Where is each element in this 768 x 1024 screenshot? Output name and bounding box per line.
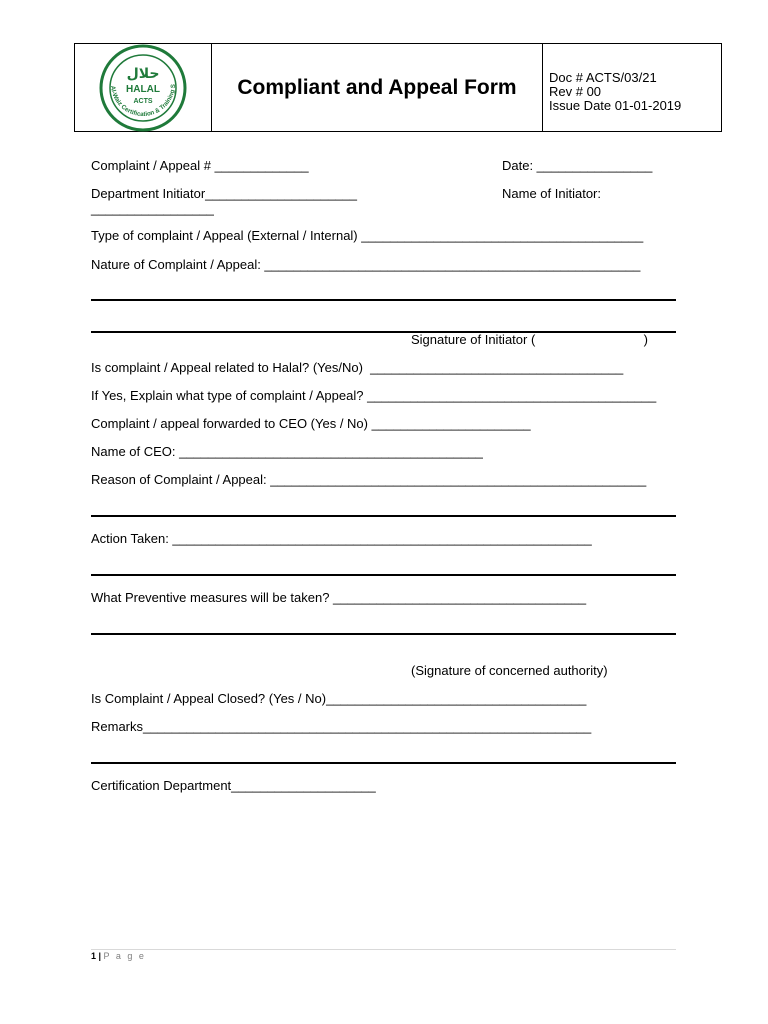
certification-department-field[interactable]: Certification Department____________________ [91,778,376,793]
nature-line-2[interactable] [91,299,676,301]
nature-of-complaint-field[interactable]: Nature of Complaint / Appeal: ____________________________________________________ [91,257,641,272]
logo-cell [75,44,212,131]
page-label: P a g e [103,951,146,961]
page-title: Compliant and Appeal Form [237,75,517,99]
page-footer [91,951,146,961]
issue-date: Issue Date 01-01-2019 [549,98,682,113]
logo-halal: HALAL [126,83,160,95]
department-initiator-field[interactable]: Department Initiator_____________________ [91,186,357,201]
complaint-type-field[interactable]: Type of complaint / Appeal (External / Internal) _______________________________________ [91,228,644,243]
revision-number: Rev # 00 [549,84,602,99]
preventive-measures-field[interactable]: What Preventive measures will be taken? ___________________________________ [91,590,587,605]
doc-info-cell [543,44,721,131]
preventive-line-2[interactable] [91,633,676,635]
complaint-closed-field[interactable]: Is Complaint / Appeal Closed? (Yes / No)____________________________________ [91,691,587,706]
action-taken-field[interactable]: Action Taken: __________________________________________________________ [91,531,592,546]
logo-arabic: حلال [126,65,160,82]
page-number: 1 [91,951,97,961]
initiator-signature-field[interactable]: Signature of Initiator ( ) [411,332,648,347]
logo-ring-text: Al-Waiz Certification & Training S [109,83,178,118]
remarks-line-2[interactable] [91,762,676,764]
logo-acts: ACTS [133,97,153,105]
page-separator: | [96,951,104,961]
name-of-initiator-field[interactable]: _________________ [91,201,214,216]
name-of-initiator-label: Name of Initiator: [502,186,601,201]
footer-divider [91,949,676,950]
forwarded-to-ceo-field[interactable]: Complaint / appeal forwarded to CEO (Yes / No) ______________________ [91,416,531,431]
halal-logo [97,44,189,132]
authority-signature-label: (Signature of concerned authority) [411,663,608,678]
explain-type-field[interactable]: If Yes, Explain what type of complaint / Appeal? ________________________________________ [91,388,657,403]
title-cell [212,44,543,131]
doc-number: Doc # ACTS/03/21 [549,70,657,85]
action-line-2[interactable] [91,574,676,576]
date-field[interactable]: Date: ________________ [502,158,653,173]
reason-line-2[interactable] [91,515,676,517]
reason-field[interactable]: Reason of Complaint / Appeal: ____________________________________________________ [91,472,647,487]
complaint-number-field[interactable]: Complaint / Appeal # _____________ [91,158,309,173]
header-table [74,43,722,132]
name-of-ceo-field[interactable]: Name of CEO: __________________________________________ [91,444,483,459]
related-to-halal-field[interactable]: Is complaint / Appeal related to Halal? (Yes/No) ___________________________________ [91,360,624,375]
remarks-field[interactable]: Remarks______________________________________________________________ [91,719,592,734]
